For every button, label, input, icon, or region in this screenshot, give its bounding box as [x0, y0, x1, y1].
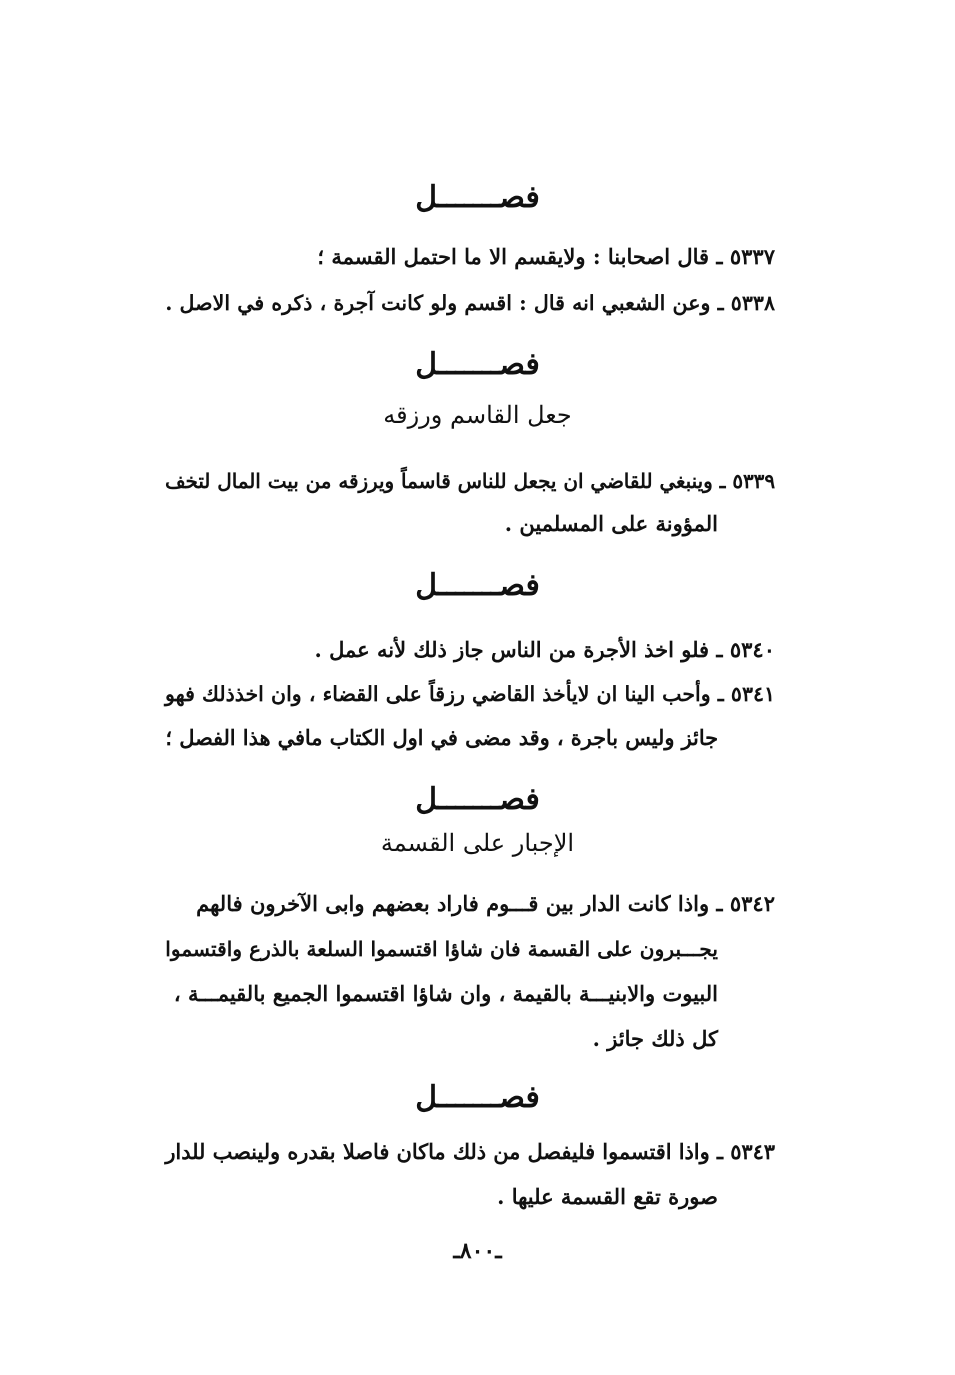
paragraph-5343-line-1: ٥٣٤٣ ـ واذا اقتسموا فليفصل من ذلك ماكان فاصلا بقدره ولينصب للدار: [165, 1139, 775, 1164]
paragraph-5341-line-1: ٥٣٤١ ـ وأحب الينا ان لايأخذ القاضي رزقاً على القضاء ، وان اخذذلك فهو: [165, 682, 775, 706]
paragraph-5342-line-2: يجـــبرون على القسمة فان شاؤا اقتسموا السلعة بالذرع واقتسموا: [165, 937, 718, 961]
paragraph-5342-line-1: ٥٣٤٢ ـ واذا كانت الدار بين قـــوم فاراد بعضهم وابى الآخرون فالهم: [196, 891, 775, 916]
section-heading: فصـــــــل: [415, 782, 540, 817]
paragraph-5337-line-1: ٥٣٣٧ ـ قال اصحابنا : ولايقسم الا ما احتمل القسمة ؛: [317, 244, 775, 269]
paragraph-5338-line-1: ٥٣٣٨ ـ وعن الشعبي انه قال : اقسم ولو كانت آجرة ، ذكره في الاصل .: [165, 291, 775, 315]
paragraph-5343-line-2: صورة تقع القسمة عليها .: [497, 1184, 718, 1209]
paragraph-5342-line-4: كل ذلك جائز .: [592, 1026, 718, 1051]
paragraph-5342-line-3: البيوت والابنيـــة بالقيمة ، وان شاؤا اقتسموا الجميع بالقيمـــة ،: [173, 981, 718, 1006]
paragraph-5339-line-2: المؤونة على المسلمين .: [504, 511, 718, 536]
section-heading: فصـــــــل: [415, 180, 540, 215]
paragraph-5340-line-1: ٥٣٤٠ ـ فلو اخذ الأجرة من الناس جاز ذلك لأنه عمل .: [314, 637, 775, 662]
section-heading: فصـــــــل: [415, 1080, 540, 1115]
section-heading: فصـــــــل: [415, 568, 540, 603]
paragraph-5341-line-2: جائز وليس باجرة ، وقد مضى في اول الكتاب مافي هذا الفصل ؛: [165, 725, 718, 750]
section-subheading: الإجبار على القسمة: [380, 829, 575, 857]
page-number: ـ٨٠٠ـ: [453, 1238, 502, 1264]
section-subheading: جعل القاسم ورزقه: [383, 401, 572, 429]
paragraph-5339-line-1: ٥٣٣٩ ـ وينبغي للقاضي ان يجعل للناس قاسماً ويرزقه من بيت المال لتخف: [164, 469, 775, 493]
section-heading: فصـــــــل: [415, 347, 540, 382]
